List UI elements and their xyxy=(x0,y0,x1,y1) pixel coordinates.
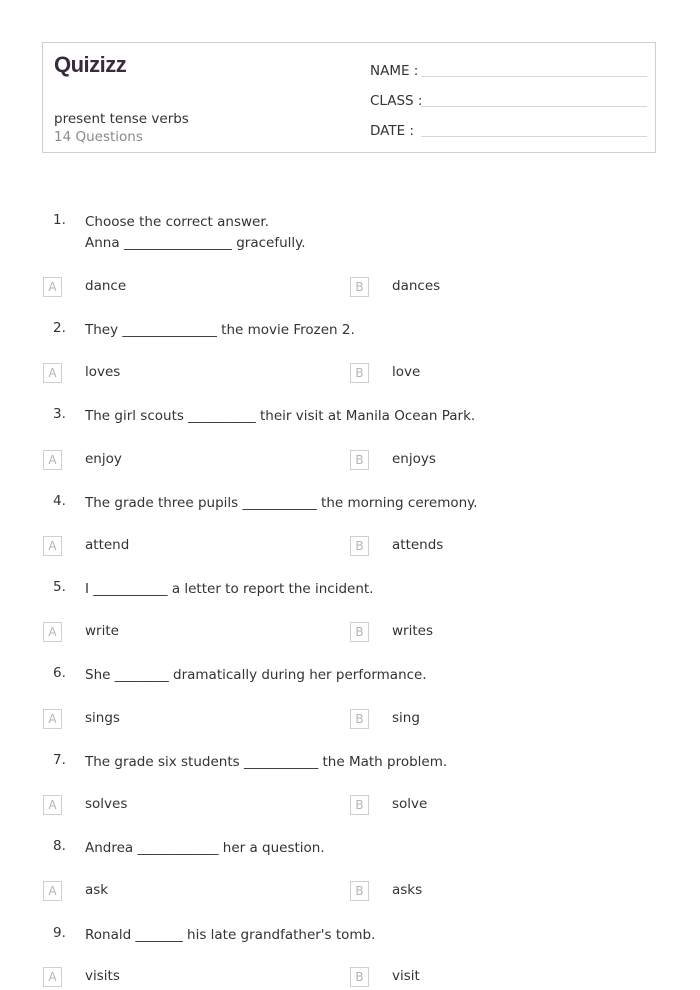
question-number: 2. xyxy=(53,320,66,336)
class-line[interactable] xyxy=(421,105,647,107)
option-letter-box: A xyxy=(43,363,62,383)
option-text: dance xyxy=(85,278,127,294)
option-letter-box: A xyxy=(43,967,62,987)
question-line: Anna ________________ gracefully. xyxy=(85,235,306,251)
date-line[interactable] xyxy=(421,135,647,137)
option-text: attend xyxy=(85,537,130,553)
option-letter-box: B xyxy=(350,450,369,470)
option-letter-box: A xyxy=(43,795,62,815)
option-letter-box: B xyxy=(350,277,369,297)
question-number: 7. xyxy=(53,752,66,768)
option-letter-box: B xyxy=(350,536,369,556)
option-text: writes xyxy=(392,623,433,639)
option-text: solves xyxy=(85,796,128,812)
question-number: 4. xyxy=(53,493,66,509)
question-text: Ronald _______ his late grandfather's tomb. xyxy=(85,927,376,943)
option-text: solve xyxy=(392,796,428,812)
option-letter-box: B xyxy=(350,363,369,383)
option-text: dances xyxy=(392,278,441,294)
question-number: 8. xyxy=(53,838,66,854)
option-letter-box: B xyxy=(350,795,369,815)
question-line: Choose the correct answer. xyxy=(85,214,269,230)
question-text: The girl scouts __________ their visit at Manila Ocean Park. xyxy=(85,408,476,424)
quizizz-logo: Quizizz xyxy=(54,52,127,77)
worksheet-title: present tense verbs xyxy=(54,111,189,127)
option-text: visits xyxy=(85,968,120,984)
option-text: visit xyxy=(392,968,420,984)
question-number: 9. xyxy=(53,925,66,941)
option-text: ask xyxy=(85,882,109,898)
option-letter-box: B xyxy=(350,709,369,729)
class-field[interactable] xyxy=(370,89,423,109)
question-text: She ________ dramatically during her performance. xyxy=(85,667,427,683)
question-number: 1. xyxy=(53,212,66,228)
question-count: 14 Questions xyxy=(54,129,143,145)
question-text xyxy=(85,212,306,254)
option-text: sings xyxy=(85,710,120,726)
option-letter-box: A xyxy=(43,536,62,556)
option-text: loves xyxy=(85,364,121,380)
worksheet-header xyxy=(42,42,656,153)
class-label: CLASS : xyxy=(370,93,423,109)
question-text: The grade three pupils ___________ the morning ceremony. xyxy=(85,495,478,511)
option-text: attends xyxy=(392,537,444,553)
option-letter-box: A xyxy=(43,709,62,729)
option-letter-box: B xyxy=(350,881,369,901)
option-text: asks xyxy=(392,882,423,898)
option-text: sing xyxy=(392,710,420,726)
question-number: 5. xyxy=(53,579,66,595)
option-letter-box: B xyxy=(350,967,369,987)
question-text: They ______________ the movie Frozen 2. xyxy=(85,322,355,338)
option-letter-box: A xyxy=(43,450,62,470)
name-field[interactable] xyxy=(370,59,420,79)
option-text: enjoy xyxy=(85,451,122,467)
question-number: 3. xyxy=(53,406,66,422)
option-letter-box: A xyxy=(43,277,62,297)
date-label: DATE : xyxy=(370,123,414,139)
option-letter-box: B xyxy=(350,622,369,642)
question-number: 6. xyxy=(53,665,66,681)
name-line[interactable] xyxy=(421,75,647,77)
option-text: enjoys xyxy=(392,451,436,467)
option-text: love xyxy=(392,364,421,380)
question-text: The grade six students ___________ the Math problem. xyxy=(85,754,448,770)
question-text: Andrea ____________ her a question. xyxy=(85,840,325,856)
name-label: NAME : xyxy=(370,63,419,79)
option-letter-box: A xyxy=(43,622,62,642)
option-text: write xyxy=(85,623,119,639)
question-text: I ___________ a letter to report the incident. xyxy=(85,581,374,597)
date-field[interactable] xyxy=(370,119,420,139)
option-letter-box: A xyxy=(43,881,62,901)
